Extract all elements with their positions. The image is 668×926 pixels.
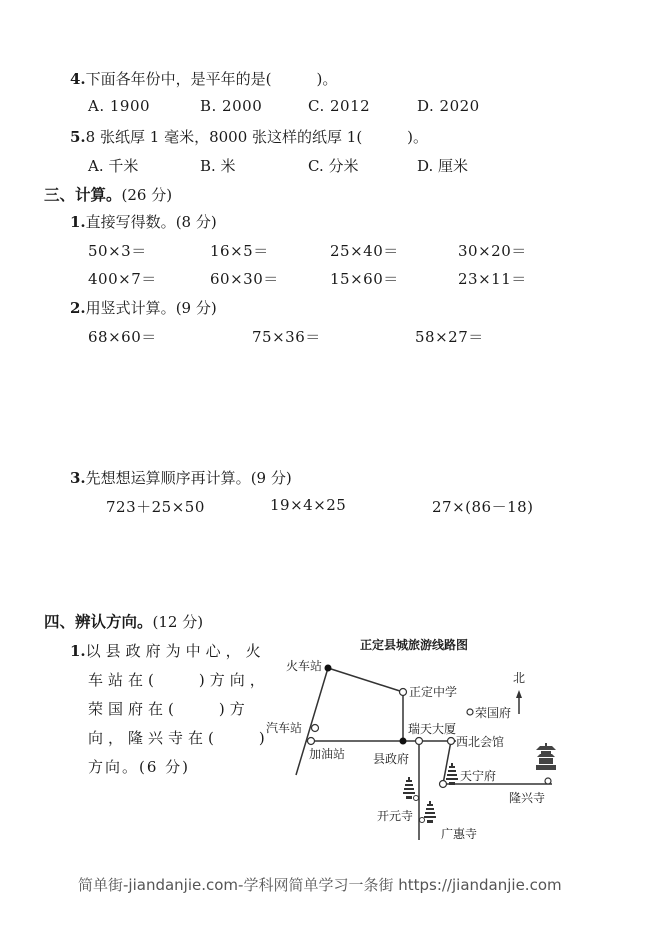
question-number: 4.	[70, 70, 86, 88]
option-c: C. 2012	[308, 97, 371, 115]
longxing-marker	[545, 778, 551, 784]
option-a: A. 千米	[88, 157, 139, 175]
ruitian-label: 瑞天大厦	[408, 722, 457, 736]
map-title: 正定县城旅游线路图	[360, 638, 469, 652]
rongguofu-marker	[467, 709, 473, 715]
question-text: 直接写得数。	[85, 213, 176, 231]
rongguofu-label: 荣国府	[475, 706, 512, 720]
temple-icon	[536, 743, 556, 770]
ruitian-marker	[416, 738, 423, 745]
guanghui-label: 广惠寺	[441, 827, 478, 841]
question-text: 以县政府为中心，火	[85, 642, 266, 660]
tianningfu-label: 天宁府	[460, 769, 497, 783]
question-number: 1.	[70, 642, 86, 660]
tour-route-map	[260, 630, 560, 850]
vertical-calc-item: 75×36＝	[252, 328, 321, 346]
section-score: (26 分)	[121, 186, 173, 204]
question-3-2	[70, 297, 217, 318]
option-b: B. 2000	[200, 97, 263, 115]
question-text: 下面各年份中，是平年的是( )。	[85, 70, 338, 88]
question-4-1-line: 荣国府在( )方	[88, 700, 250, 718]
question-number: 1.	[70, 213, 86, 231]
road-xibei-to-tianning	[443, 741, 451, 784]
mixed-calc-item: 27×(86－18)	[432, 498, 534, 516]
north-arrow-icon	[516, 690, 522, 714]
section-score: (12 分)	[152, 613, 204, 631]
mixed-calc-item: 19×4×25	[270, 496, 347, 514]
oral-calc-item: 400×7＝	[88, 270, 157, 288]
question-text: 先想想运算顺序再计算。	[85, 469, 251, 487]
oral-calc-item: 30×20＝	[458, 242, 527, 260]
xibei-hall-marker	[448, 738, 455, 745]
option-a: A. 1900	[88, 97, 151, 115]
question-number: 2.	[70, 299, 86, 317]
section-4-heading	[44, 610, 203, 632]
pagoda-icon	[446, 763, 458, 785]
county-gov-label: 县政府	[373, 752, 410, 766]
option-b: B. 米	[200, 157, 236, 175]
footer-watermark: 简单街-jiandanjie.com-学科网简单学习一条街 https://jiandanjie.com	[78, 876, 562, 894]
question-5	[70, 126, 428, 147]
oral-calc-item: 25×40＝	[330, 242, 399, 260]
option-d: D. 厘米	[417, 157, 469, 175]
kaiyuan-marker	[414, 796, 419, 801]
county-gov-marker	[400, 738, 407, 745]
question-score: (9 分)	[175, 299, 217, 317]
question-4-1-line: 方向。(6 分)	[88, 758, 191, 776]
gas-station-marker	[308, 738, 315, 745]
question-text: 用竖式计算。	[85, 299, 176, 317]
section-title: 四、辨认方向。	[44, 613, 153, 631]
oral-calc-item: 50×3＝	[88, 242, 147, 260]
vertical-calc-item: 68×60＝	[88, 328, 157, 346]
gas-station-label: 加油站	[309, 747, 346, 761]
oral-calc-item: 23×11＝	[458, 270, 527, 288]
question-3-3	[70, 467, 292, 488]
question-3-1	[70, 211, 217, 232]
train-station-label: 火车站	[286, 659, 323, 673]
pagoda-icon	[403, 777, 415, 799]
oral-calc-item: 15×60＝	[330, 270, 399, 288]
xibei-hall-label: 西北会馆	[456, 735, 505, 749]
road-train-to-school	[328, 668, 403, 692]
question-4-1-line	[70, 640, 266, 661]
vertical-calc-item: 58×27＝	[415, 328, 484, 346]
mixed-calc-item: 723＋25×50	[106, 498, 205, 516]
kaiyuan-label: 开元寺	[377, 809, 414, 823]
question-number: 5.	[70, 128, 86, 146]
question-4-1-line: 向，隆兴寺在( )	[88, 729, 270, 747]
question-4-1-line: 车站在( )方向，	[88, 671, 270, 689]
question-number: 3.	[70, 469, 86, 487]
tianningfu-marker	[440, 781, 447, 788]
question-4	[70, 68, 337, 89]
school-marker	[400, 689, 407, 696]
question-score: (9 分)	[250, 469, 292, 487]
question-text: 8 张纸厚 1 毫米，8000 张这样的纸厚 1( )。	[85, 128, 429, 146]
bus-station-marker	[312, 725, 319, 732]
north-label: 北	[513, 671, 526, 685]
pagoda-icon	[424, 801, 436, 823]
longxing-label: 隆兴寺	[509, 791, 546, 805]
train-station-marker	[325, 665, 332, 672]
section-3-heading	[44, 183, 172, 205]
question-score: (8 分)	[175, 213, 217, 231]
school-label: 正定中学	[409, 685, 458, 699]
option-d: D. 2020	[417, 97, 480, 115]
section-title: 三、计算。	[44, 186, 122, 204]
bus-station-label: 汽车站	[266, 721, 303, 735]
guanghui-marker	[420, 818, 425, 823]
oral-calc-item: 16×5＝	[210, 242, 269, 260]
option-c: C. 分米	[308, 157, 359, 175]
oral-calc-item: 60×30＝	[210, 270, 279, 288]
